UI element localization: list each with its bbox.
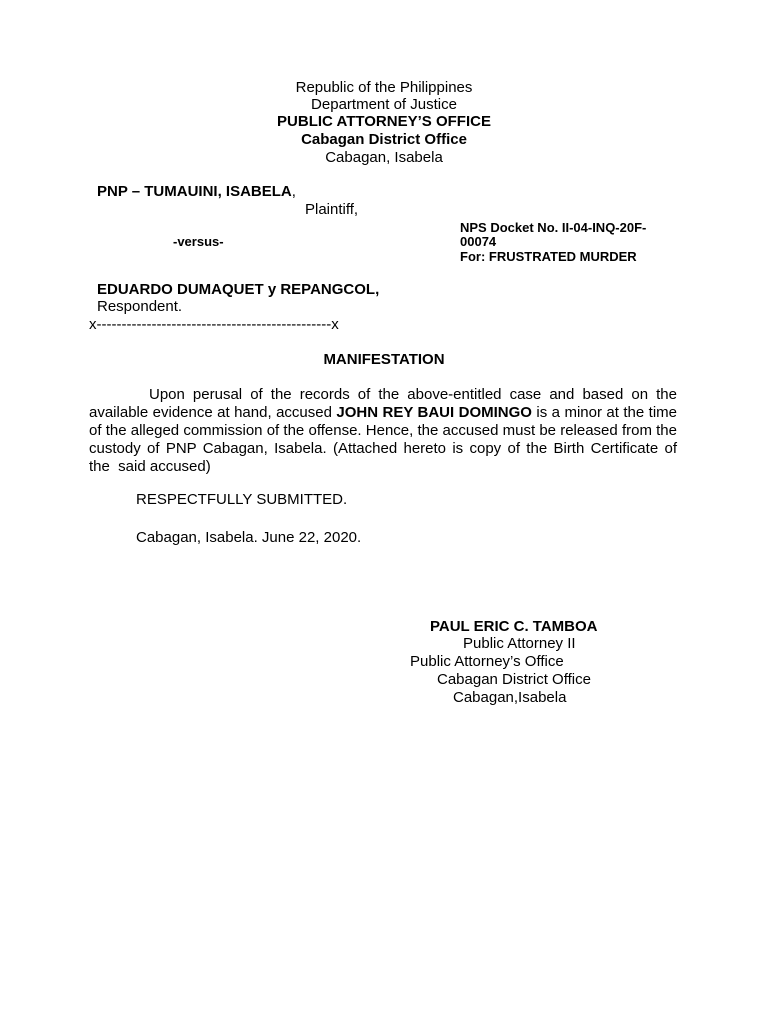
plaintiff [97, 183, 296, 201]
header-district: Cabagan District Office [301, 131, 467, 148]
docket-number-line2: 00074 [460, 234, 497, 249]
plaintiff-comma: , [291, 183, 296, 200]
header-location: Cabagan, Isabela [325, 149, 443, 166]
caption-divider: x-----------------------------------------------x [89, 316, 339, 333]
plaintiff-name: PNP – TUMAUINI, ISABELA [97, 183, 292, 200]
offense: For: FRUSTRATED MURDER [460, 249, 637, 264]
document-title: MANIFESTATION [323, 351, 445, 368]
signatory-district: Cabagan District Office [437, 671, 591, 688]
body-text-1: Upon perusal of the records of the above-entitled case and based on the available evidence at hand, accused [89, 386, 677, 421]
signatory-name: PAUL ERIC C. TAMBOA [430, 618, 598, 635]
accused-name: JOHN REY BAUI DOMINGO [336, 404, 532, 421]
body-text-2: is a minor at the time of the alleged commission of the offense. Hence, the accused must be released from the custody of PNP Cabagan, Isabela. (Attached hereto is copy of the Birth Certificate of the said accused) [89, 404, 678, 475]
signatory-office: Public Attorney’s Office [410, 653, 564, 670]
docket-number-line1: NPS Docket No. II-04-INQ-20F- [460, 220, 647, 235]
respondent-role: Respondent. [97, 298, 183, 315]
respondent-name: EDUARDO DUMAQUET y REPANGCOL, [97, 281, 380, 298]
plaintiff-role: Plaintiff, [305, 201, 359, 218]
header-republic: Republic of the Philippines [295, 79, 473, 96]
closing: RESPECTFULLY SUBMITTED. [136, 491, 348, 508]
header-department: Department of Justice [311, 96, 457, 113]
body-paragraph [89, 386, 677, 476]
header-office: PUBLIC ATTORNEY’S OFFICE [277, 113, 491, 130]
versus: -versus- [173, 234, 224, 249]
signatory-title: Public Attorney II [463, 635, 576, 652]
place-date: Cabagan, Isabela. June 22, 2020. [136, 529, 362, 546]
signatory-location: Cabagan,Isabela [453, 689, 567, 706]
